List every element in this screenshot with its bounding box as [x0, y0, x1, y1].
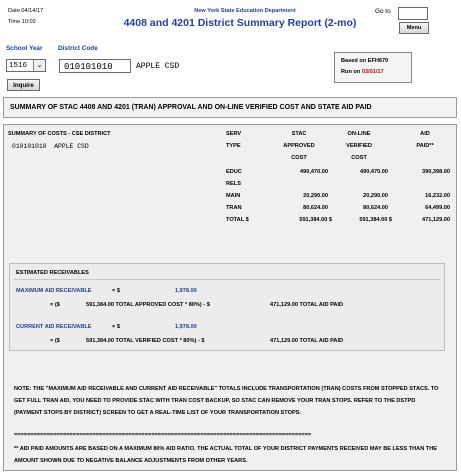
menu-button[interactable]: Menu: [399, 22, 429, 34]
max-aid-eq: = $: [112, 288, 120, 294]
based-on-line: Based on EFH670: [341, 58, 389, 64]
max-aid-value: 1,978.00: [175, 288, 197, 294]
table-row: [4, 169, 456, 181]
costs-district-code: 010101010: [12, 143, 47, 150]
page-title: 4408 and 4201 District Summary Report (2-mo): [123, 17, 357, 29]
note-transportation: NOTE: THE "MAXIMUM AID RECEIVABLE AND CURRENT AID RECEIVABLE" TOTALS INCLUDE TRANSPORTATION (TRAN) COSTS FROM STOPPED STACS. TO GET FULL TRAN AID, YOU NEED TO PROVIDE STAC WITH TRAN COST BACKUP, SO STAC CAN REMOVE YOUR TRAN STOPS. REFER TO THE DSTPD (PAYMENT STOPS BY DISTRICT) SCREEN TO GET A REAL-TIME LIST OF YOUR TRANSPORTATION STOPS.: [14, 386, 439, 416]
col-aid-2: PAID**: [416, 143, 434, 149]
col-aid-1: AID: [420, 131, 430, 137]
report-date: Date 04/14/17: [8, 8, 44, 14]
row-approved: 490,470.00: [300, 169, 328, 175]
row-type: RELS: [226, 181, 241, 187]
row-type: MAIN: [226, 193, 241, 199]
district-code-value: 010101010: [64, 62, 113, 72]
row-type: EDUC: [226, 169, 242, 175]
note-aid-paid: ** AID PAID AMOUNTS ARE BASED ON A MAXIMUM 80% AID RATIO. THE ACTUAL TOTAL OF YOUR DISTRICT PAYMENTS RECEIVED MAY BE LESS THAN THE AMOUNT SHOWN DUE TO NEGATIVE BALANCE ADJUSTMENTS FROM OTHER YEARS.: [14, 446, 437, 464]
based-on-box: [334, 52, 412, 83]
row-aid: 471,129.00: [422, 217, 450, 223]
col-serv-2: TYPE: [226, 143, 241, 149]
current-aid-eq: = $: [112, 324, 120, 330]
row-aid: 16,232.00: [425, 193, 450, 199]
row-aid: 390,398.00: [422, 169, 450, 175]
max-formula: 591,384.00 TOTAL APPROVED COST * 80%) - $: [86, 302, 210, 308]
col-online-3: COST: [351, 155, 367, 161]
summary-banner-text: SUMMARY OF STAC 4408 AND 4201 (TRAN) APPROVAL AND ON-LINE VERIFIED COST AND STATE AID PAID: [10, 104, 372, 111]
row-verified: 80,624.00: [363, 205, 388, 211]
row-verified: 20,290.00: [363, 193, 388, 199]
school-year-select[interactable]: [6, 59, 46, 72]
costs-section-title: SUMMARY OF COSTS - CSE DISTRICT: [8, 131, 111, 137]
col-online-1: ON-LINE: [347, 131, 371, 137]
col-serv-1: SERV: [226, 131, 242, 137]
max-formula-prefix: = ($: [50, 302, 60, 308]
goto-input[interactable]: [398, 7, 428, 20]
row-type: TOTAL $: [226, 217, 249, 223]
school-year-label: School Year: [6, 45, 43, 52]
district-code-label: District Code: [58, 45, 98, 52]
district-code-input[interactable]: [59, 59, 131, 73]
district-name: APPLE CSD: [136, 62, 180, 71]
table-row-total: [4, 217, 456, 229]
cur-formula: 591,384.00 TOTAL VERIFIED COST * 80%) - $: [86, 338, 205, 344]
row-approved: 20,290.00: [303, 193, 328, 199]
table-row: [4, 193, 456, 205]
cur-formula-prefix: = ($: [50, 338, 60, 344]
run-on-label: Run on: [341, 69, 361, 75]
current-aid-value: 1,978.00: [175, 324, 197, 330]
row-verified: 490,470.00: [360, 169, 388, 175]
max-aid-label: MAXIMUM AID RECEIVABLE: [16, 288, 92, 294]
table-row: [4, 181, 456, 193]
notes-separator: ===========================================================================================: [14, 432, 312, 438]
chevron-down-icon[interactable]: ⌄: [33, 60, 45, 71]
col-stac-1: STAC: [291, 131, 307, 137]
cur-formula-tail: 471,129.00 TOTAL AID PAID: [270, 338, 344, 344]
row-approved: 591,384.00 $: [299, 217, 332, 223]
row-type: TRAN: [226, 205, 242, 211]
max-formula-tail: 471,129.00 TOTAL AID PAID: [270, 302, 344, 308]
row-verified: 591,384.00 $: [359, 217, 392, 223]
col-stac-3: COST: [291, 155, 307, 161]
goto-label: Go to: [375, 8, 391, 15]
main-panel: [3, 124, 457, 471]
report-time: Time 10:02: [8, 19, 36, 25]
col-stac-2: APPROVED: [283, 143, 315, 149]
table-row: [4, 205, 456, 217]
receivables-title: ESTIMATED RECEIVABLES: [16, 270, 89, 276]
summary-banner: [3, 97, 457, 118]
col-online-2: VERIFIED: [346, 143, 372, 149]
department-name: New York State Education Department: [194, 8, 296, 14]
costs-district-name: APPLE CSD: [54, 143, 89, 150]
run-on-date: 03/01/17: [361, 69, 384, 75]
current-aid-label: CURRENT AID RECEIVABLE: [16, 324, 92, 330]
school-year-value: 1516: [9, 62, 28, 70]
row-approved: 80,624.00: [303, 205, 328, 211]
row-aid: 64,499.00: [425, 205, 450, 211]
receivables-box: [9, 263, 445, 351]
inquire-button[interactable]: Inquire: [7, 79, 40, 91]
